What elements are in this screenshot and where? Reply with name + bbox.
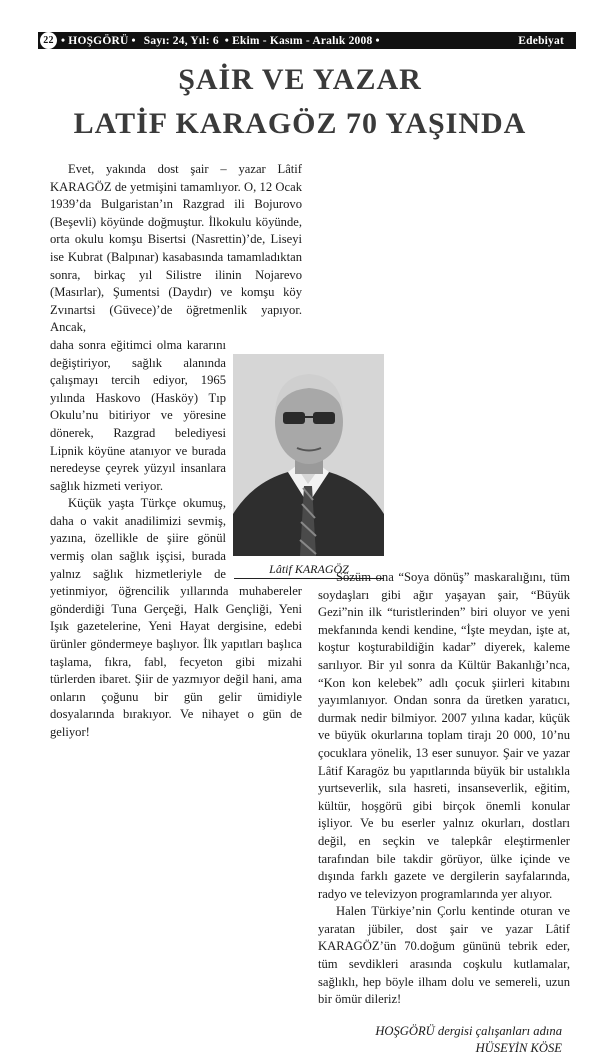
article-title-line2: LATİF KARAGÖZ 70 YAŞINDA	[73, 107, 527, 140]
signature-line-2: HÜSEYİN KÖSE	[475, 1040, 562, 1055]
header-left	[40, 32, 380, 49]
right-paragraph-2: Halen Türkiye’nin Çorlu kentinde oturan ve yaratan jübiler, dost şair ve yazar Lâtif KARAGÖZ’ün 70.doğum gününü tebrik eder, tüm sevdikleri arasında coşkulu kutlamalar, sağlıklı, hep böyle ilham dolu ve semereli, uzun bir ömür dileriz!	[318, 904, 570, 1007]
photo-wrap-spacer-right	[318, 353, 570, 569]
article-title-line1: ŞAİR VE YAZAR	[178, 63, 422, 96]
signature-line-1: HOŞGÖRÜ dergisi çalışanları adına	[375, 1023, 562, 1038]
page-number: 22	[40, 32, 57, 49]
right-column-text	[318, 161, 570, 1057]
left-paragraph-1a: Evet, yakında dost şair – yazar Lâtif KARAGÖZ de yetmişini tamamlıyor. O, 12 Ocak 1939’da Bulgaristan’ın Razgrad ili Bojurovo (Beşevli) köyünde doğmuştur. İlkokulu köyünde, orta okulu komşu Bisertsi (Nasrettin)’de, Liseyi ise Kubrat (Balpınar) kasabasında tamamladıktan sonra, birkaç yıl Silistre ilinin Nojarevo (Masırlar), Şumentsi (Daydır) ve komşu köy Zvınartsi (Güvece)’de öğretmenlik yapıyor. Ancak,	[50, 162, 302, 335]
header-issue: Sayı: 24, Yıl: 6	[143, 34, 219, 47]
header-section: Edebiyat	[518, 34, 564, 47]
signature	[318, 1023, 570, 1057]
header-bar	[38, 32, 576, 49]
header-period: • Ekim - Kasım - Aralık 2008 •	[224, 34, 380, 47]
photo-caption: Lâtif KARAGÖZ	[234, 562, 384, 579]
left-paragraph-2: Küçük yaşta Türkçe okumuş, daha o vakit anadilimizi sevmiş, yazına, özellikle de şiire gönül vermiş olan sağlık işçisi, burada yalnız sağlık hizmetleriyle de yetinmiyor, öğrencilik yıllarında muhabereler gönderdiği Tuna Gerçeği, Halk Gençliği, Yeni Işık gazetelerine, Yeni Hayat dergisine, edebi ürünler göndermeye başlıyor. İlk yapıtları başlıca taşlama, fıkra, fabl, fecyeton gibi mizahi türlerden ibaret. Şiir de yazmıyor değil hani, ama onların çoğunu bir gün gelir ümidiyle dosyalarında bırakıyor. Ve nihayet o gün de geliyor!	[50, 496, 302, 739]
left-paragraph-1b: daha sonra eğitimci olma kararını değiştiriyor, sağlık alanında çalışmayı tercih ediyor, 1965 yılında Haskovo (Hasköy) Tıp Okulu’nu bitiriyor ve yöresine dönerek, Razgrad belediyesi Lipnik köyüne atanıyor ve burada neredeyse çeyrek yüzyıl insanlara sağlık hizmeti veriyor.	[50, 337, 226, 493]
header-magazine: • HOŞGÖRÜ •	[61, 34, 136, 47]
right-paragraph-1: Sözüm ona “Soya dönüş” maskaralığını, tüm soydaşları gibi ağır yaşayan şair, “Büyük Gezi”nin ilk “turistlerinden” biri oluyor ve yeni mekfanında kendi kendine, “İşte meydan, işte at, koştur koşturabildiğin kadar” diyerek, kaleme sarılıyor. Bir yıl sonra da Kültür Bakanlığı’nca, “Kon kon kelebek” adlı çocuk şiirleri kitabını yayımlanıyor. Ondan sonra da üretken yaratıcı, durmak nedir bilmiyor. 2007 yılına kadar, küçük ve büyük okurlarına toplam tirajı 20 000, 10’nu çocuklara yönelik, 13 eser sunuyor. Şair ve yazar Lâtif Karagöz bu yapıtlarında büyük bir ustalıkla yurtseverlik, sıla hasreti, insanseverlik, eğitim, kültür, hoşgörü gibi birçok önemli konular işliyor. Ve bu eserler yalnız okurları, dostları değil, en seçkin ve talepkâr eleştirmenler tarafından bile takdir görüyor, ülke içinde ve dışında farklı gazete ve dergilerin sayfalarında, radyo ve televizyon programlarında yer alıyor.	[318, 570, 570, 901]
